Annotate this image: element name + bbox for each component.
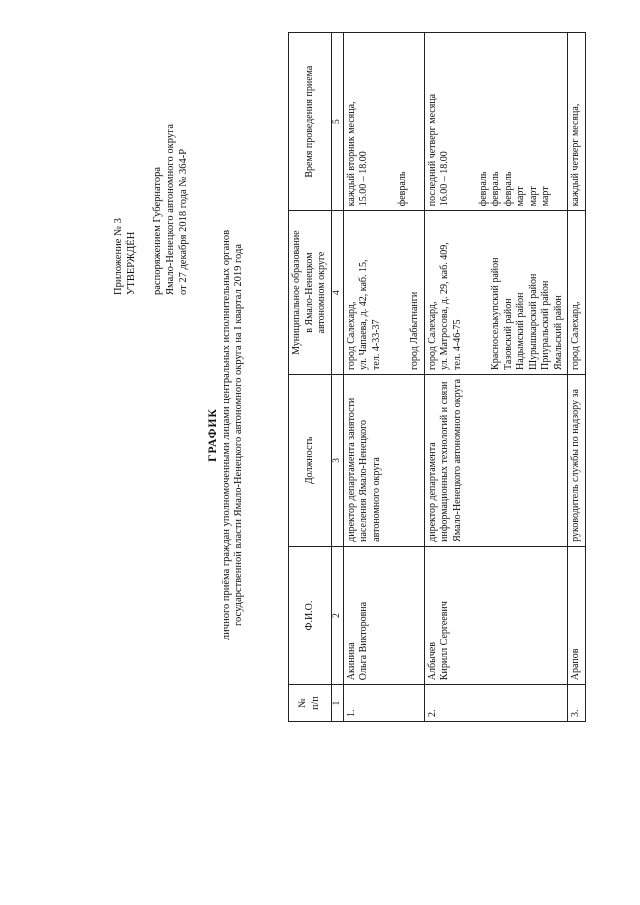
district-name: Ямальский район (552, 295, 564, 370)
table-row (343, 33, 424, 722)
district-month: февраль (502, 171, 514, 207)
municipality-cell: город Салехард, (568, 211, 586, 375)
district-name: Приуральский район (540, 280, 551, 370)
reception-time-cell: каждый четверг месяца, (568, 33, 586, 211)
header-time: Время проведения приема (289, 33, 332, 211)
header-name: Ф.И.О. (289, 546, 332, 684)
district-month: февраль (490, 171, 501, 207)
district-name: Красноселькупский район (490, 257, 501, 370)
approved-label: УТВЕРЖДЁН (126, 231, 137, 295)
row-number: 2. (424, 685, 568, 722)
approval-stamp (112, 124, 190, 295)
column-number-row (331, 33, 343, 722)
row-number: 3. (568, 685, 586, 722)
district-month: март (527, 186, 539, 207)
reception-time-cell: каждый вторник месяца, 15.00 – 18.00 февраль (343, 33, 424, 211)
district-month: март (540, 186, 551, 207)
approval-date: от 27 декабря 2018 года № 364-Р (178, 148, 189, 295)
table-row (568, 33, 586, 722)
table-header-row (289, 33, 332, 722)
municipality-extra: город Лабытнанги (409, 291, 420, 370)
document-heading (207, 85, 246, 785)
reception-month: февраль (396, 171, 408, 207)
district-name: Тазовский район (502, 298, 514, 370)
person-name: Арапов (568, 546, 586, 684)
column-number: 2 (331, 546, 343, 684)
district-name: Шурышкарский район (527, 273, 539, 370)
header-number: № п/п (289, 685, 332, 722)
row-number: 1. (343, 685, 424, 722)
district-name: Надымский район (515, 292, 526, 370)
header-municipality: Муниципальное образование в Ямало-Ненецком автономном округе (289, 211, 332, 375)
schedule-table (288, 32, 586, 722)
table-row (424, 33, 568, 722)
person-position: директор департамента информационных технологий и связи Ямало-Ненецкого автономного округа (424, 374, 568, 546)
reception-time-cell: последний четверг месяца 16.00 – 18.00 февраль февраль февраль март март март (424, 33, 568, 211)
appendix-number: Приложение № 3 (113, 218, 124, 295)
header-position: Должность (289, 374, 332, 546)
district-month: февраль (477, 171, 489, 207)
document-subtitle-line2: государственной власти Ямало-Ненецкого автономного округа на I квартал 2019 года (233, 244, 244, 627)
municipality-cell: город Салехард, ул. Чапаева, д. 42, каб. 15, тел. 4-33-37 город Лабытнанги (343, 211, 424, 375)
approval-order: распоряжением Губернатора (152, 167, 163, 295)
document-title: ГРАФИК (207, 408, 219, 462)
district-month: март (515, 186, 526, 207)
person-name: Албычев Кирилл Сергеевич (424, 546, 568, 684)
column-number: 4 (331, 211, 343, 375)
municipality-cell: город Салехард, ул. Матросова, д. 29, каб. 409, тел. 4-46-75 Красноселькупский район Тазовский район Надымский район Шурышкарский район Приуральский район Ямальский район (424, 211, 568, 375)
person-name: Акинина Ольга Викторовна (343, 546, 424, 684)
column-number: 3 (331, 374, 343, 546)
column-number: 5 (331, 33, 343, 211)
column-number: 1 (331, 685, 343, 722)
document-subtitle-line1: личного приёма граждан уполномоченными лицами центральных исполнительных органов (220, 229, 232, 641)
person-position: руководитель службы по надзору за (568, 374, 586, 546)
approval-region: Ямало-Ненецкого автономного округа (165, 123, 176, 295)
person-position: директор департамента занятости населения Ямало-Ненецкого автономного округа (343, 374, 424, 546)
